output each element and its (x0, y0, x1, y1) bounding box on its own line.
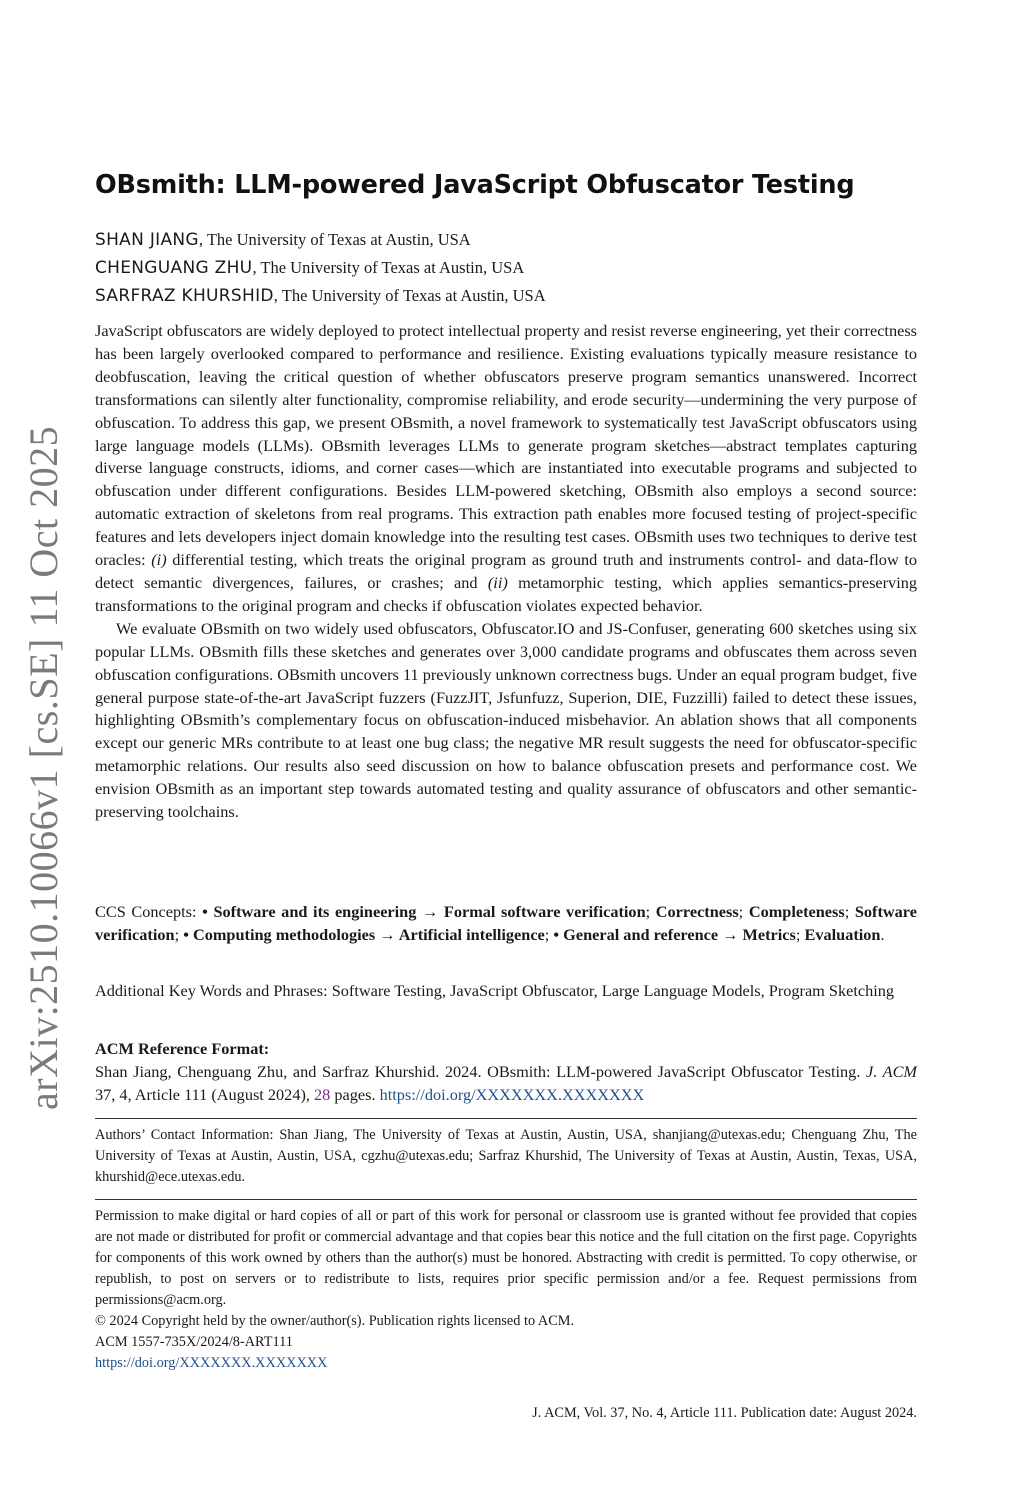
ccs-sep: ; (738, 902, 749, 921)
author-line (95, 282, 917, 310)
reference-text: Shan Jiang, Chenguang Zhu, and Sarfraz Khurshid. 2024. OBsmith: LLM-powered JavaScript Obfuscator Testing. (95, 1061, 867, 1081)
abstract-enum: (i) (151, 550, 167, 570)
author-line (95, 226, 917, 254)
reference-journal: J. ACM (866, 1061, 917, 1081)
ccs-concept: Software verification (95, 902, 917, 944)
author-list (95, 226, 917, 310)
keywords: Additional Key Words and Phrases: Software Testing, JavaScript Obfuscator, Large Language Models, Program Sketching (95, 981, 895, 1000)
abstract-text: JavaScript obfuscators are widely deployed to protect intellectual property and resist reverse engineering, yet their correctness has been largely overlooked compared to performance and resilience. Existing evaluations typically measure resistance to deobfuscation, leaving the critical question of whether obfuscators preserve program semantics unanswered. Incorrect transformations can silently alter functionality, compromise reliability, and erode security—undermining the very purpose of obfuscation. To address this gap, we present OBsmith, a novel framework to systematically test JavaScript obfuscators using large language models (LLMs). OBsmith leverages LLMs to generate program sketches—abstract templates capturing diverse language constructs, idioms, and corner cases—which are instantiated into executable programs and subjected to obfuscation under different configurations. Besides LLM-powered sketching, OBsmith also employs a second source: automatic extraction of skeletons from real programs. This extraction path enables more focused testing of project-specific features and lets developers inject domain knowledge into the resulting test cases. OBsmith uses two techniques to derive test oracles: (95, 321, 917, 570)
doi-link[interactable]: https://doi.org/XXXXXXX.XXXXXXX (379, 1084, 645, 1104)
author-name: SHAN JIANG (95, 230, 199, 250)
abstract-text: metamorphic testing, which applies semantics-preserving transformations to the original program and checks if obfuscation violates expected behavior. (95, 572, 918, 615)
divider (95, 1199, 917, 1200)
ccs-concepts (95, 901, 917, 947)
author-name: SARFRAZ KHURSHID (95, 286, 274, 306)
ccs-sep: ; (795, 924, 805, 944)
reference-text: 37, 4, Article 111 (August 2024), (95, 1084, 315, 1104)
author-affiliation: , The University of Texas at Austin, USA (252, 258, 525, 277)
reference-text: pages. (330, 1084, 380, 1104)
paper-title: OBsmith: LLM-powered JavaScript Obfuscator Testing (95, 170, 855, 200)
page-count-link[interactable]: 28 (314, 1084, 331, 1104)
abstract-enum: (ii) (487, 572, 508, 592)
arxiv-stamp: arXiv:2510.10066v1 [cs.SE] 11 Oct 2025 (21, 425, 66, 1110)
author-name: CHENGUANG ZHU (95, 258, 253, 278)
author-line (95, 254, 917, 282)
copyright-line: © 2024 Copyright held by the owner/author(s). Publication rights licensed to ACM. (95, 1313, 575, 1329)
permission-block (95, 1206, 917, 1374)
ccs-concept: • General and reference → Metrics (553, 924, 796, 944)
ccs-concept: Correctness (655, 902, 739, 921)
ccs-label: CCS Concepts: (95, 902, 203, 921)
ccs-sep: ; (645, 902, 656, 921)
divider (95, 1118, 917, 1119)
ccs-sep: ; (544, 924, 554, 944)
ccs-concept: Completeness (748, 902, 845, 921)
acm-reference-heading: ACM Reference Format: (95, 1039, 270, 1058)
ccs-sep: ; (174, 924, 184, 944)
author-affiliation: , The University of Texas at Austin, USA (273, 286, 546, 305)
ccs-concept: • Computing methodologies → Artificial intelligence (183, 924, 545, 944)
ccs-concept: Evaluation (804, 924, 881, 944)
author-affiliation: , The University of Texas at Austin, USA (198, 230, 471, 249)
abstract-paragraph: We evaluate OBsmith on two widely used obfuscators, Obfuscator.IO and JS-Confuser, generating 600 sketches using six popular LLMs. OBsmith fills these sketches and generates over 3,000 candidate programs and obfuscates them across seven obfuscation configurations. OBsmith uncovers 11 previously unknown correctness bugs. Under an equal program budget, five general purpose state-of-the-art JavaScript fuzzers (FuzzJIT, Jsfunfuzz, Superion, DIE, Fuzzilli) failed to detect these issues, highlighting OBsmith’s complementary focus on obfuscation-induced misbehavior. An ablation shows that all components except our generic MRs contribute to at least one bug class; the negative MR result suggests the need for obfuscator-specific metamorphic relations. Our results also seed discussion on how to balance obfuscation presets and performance cost. We envision OBsmith as an important step towards automated testing and quality assurance of obfuscators and other semantic-preserving toolchains. (95, 618, 917, 822)
running-footer: J. ACM, Vol. 37, No. 4, Article 111. Publication date: August 2024. (532, 1405, 917, 1421)
ccs-sep: ; (844, 902, 855, 921)
permission-notice: Permission to make digital or hard copies of all or part of this work for personal or classroom use is granted without fee provided that copies are not made or distributed for profit or commercial advantage and that copies bear this notice and the full citation on the first page. Copyrights for components of this work owned by others than the author(s) must be honored. Abstracting with credit is permitted. To copy otherwise, or republish, to post on servers or to redistribute to lists, requires prior specific permission and/or a fee. Request permissions from permissions@acm.org. (95, 1208, 917, 1308)
issn-line: ACM 1557-735X/2024/8-ART111 (95, 1334, 293, 1350)
ccs-sep: . (880, 924, 885, 944)
abstract-paragraph (95, 320, 917, 618)
acm-reference-text (95, 1061, 917, 1107)
contact-information: Authors’ Contact Information: Shan Jiang, The University of Texas at Austin, Austin, USA, shanjiang@utexas.edu; Chenguang Zhu, The University of Texas at Austin, Austin, USA, cgzhu@utexas.edu; Sarfraz Khurshid, The University of Texas at Austin, Austin, Texas, USA, khurshid@ece.utexas.edu. (95, 1127, 917, 1185)
abstract (95, 320, 917, 824)
doi-footer-link[interactable]: https://doi.org/XXXXXXX.XXXXXXX (95, 1355, 328, 1371)
ccs-concept: • Software and its engineering → Formal software verification (202, 902, 646, 921)
acm-reference (95, 1038, 917, 1107)
abstract-text: differential testing, which treats the original program as ground truth and instruments control- and data-flow to detect semantic divergences, failures, or crashes; and (95, 550, 917, 592)
